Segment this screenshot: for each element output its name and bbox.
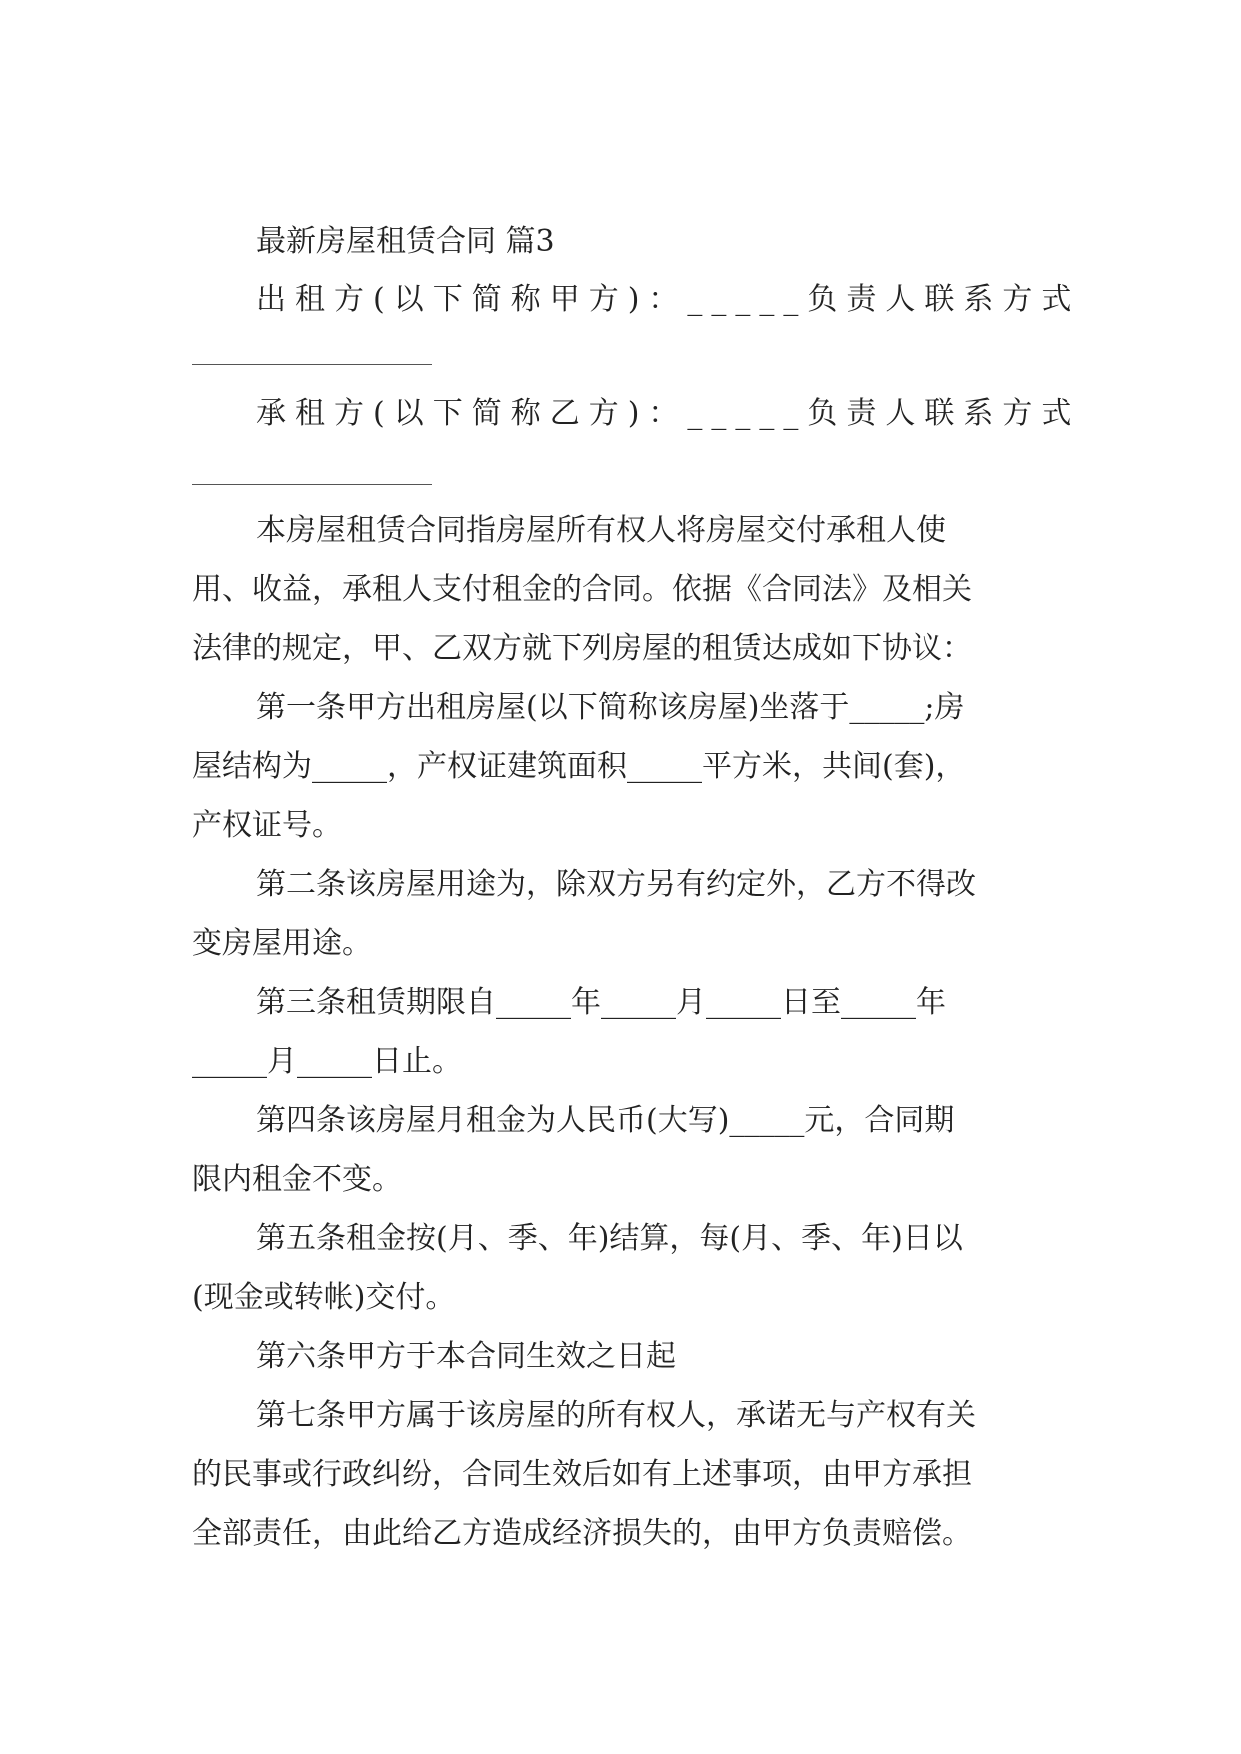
intro-line-2: 用、收益，承租人支付租金的合同。依据《合同法》及相关 <box>192 572 972 607</box>
article4-line-1: 第四条该房屋月租金为人民币(大写)_____元，合同期 <box>256 1103 955 1138</box>
document-title: 最新房屋租赁合同 篇3 <box>256 224 555 259</box>
article1-line-3: 产权证号。 <box>192 808 342 843</box>
lessor-contact-blank <box>192 364 432 365</box>
article5-line-1: 第五条租金按(月、季、年)结算，每(月、季、年)日以 <box>256 1221 963 1256</box>
article2-line-1: 第二条该房屋用途为，除双方另有约定外，乙方不得改 <box>256 867 976 902</box>
article7-line-2: 的民事或行政纠纷，合同生效后如有上述事项，由甲方承担 <box>192 1457 972 1492</box>
lessee-line: 承租方(以下简称乙方)：_____负责人联系方式 <box>256 396 1081 431</box>
article3-line-1: 第三条租赁期限自_____年_____月_____日至_____年 <box>256 985 946 1020</box>
article4-line-2: 限内租金不变。 <box>192 1162 402 1197</box>
lessor-line: 出租方(以下简称甲方)：_____负责人联系方式 <box>256 282 1081 317</box>
article6-line-1: 第六条甲方于本合同生效之日起 <box>256 1339 676 1374</box>
article1-line-1: 第一条甲方出租房屋(以下简称该房屋)坐落于_____;房 <box>256 690 965 725</box>
intro-line-3: 法律的规定，甲、乙双方就下列房屋的租赁达成如下协议： <box>192 631 972 666</box>
article7-line-1: 第七条甲方属于该房屋的所有权人，承诺无与产权有关 <box>256 1398 976 1433</box>
article3-line-2: _____月_____日止。 <box>192 1044 462 1079</box>
article7-line-3: 全部责任，由此给乙方造成经济损失的，由甲方负责赔偿。 <box>192 1516 972 1551</box>
intro-line-1: 本房屋租赁合同指房屋所有权人将房屋交付承租人使 <box>256 513 946 548</box>
article5-line-2: (现金或转帐)交付。 <box>192 1280 456 1315</box>
article2-line-2: 变房屋用途。 <box>192 926 372 961</box>
article1-line-2: 屋结构为_____，产权证建筑面积_____平方米，共间(套)， <box>192 749 966 784</box>
lessee-contact-blank <box>192 484 432 485</box>
